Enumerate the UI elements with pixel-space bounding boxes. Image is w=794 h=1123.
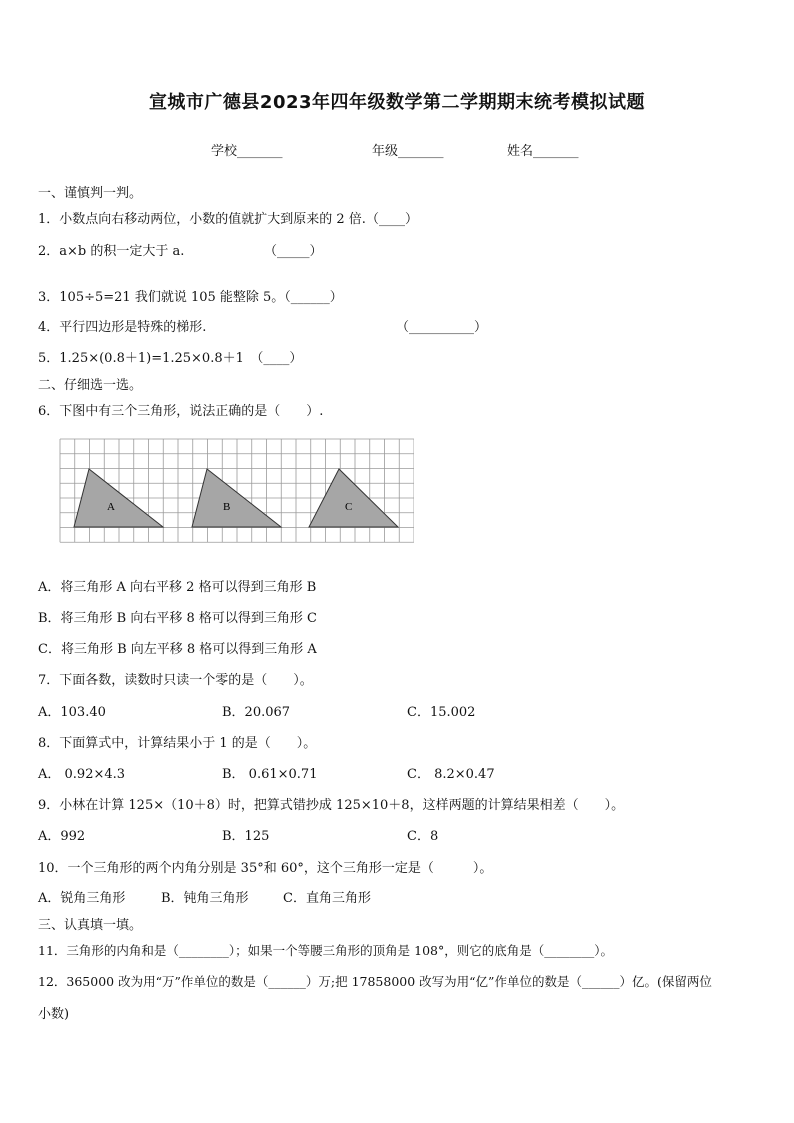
question-9: 9．小林在计算 125×（10＋8）时，把算式错抄成 125×10＋8，这样两题的计算结果相差（ ）。 — [38, 798, 625, 813]
question-12: 12．365000 改为用“万”作单位的数是（______）万;把 17858000 改写为用“亿”作单位的数是（______）亿。(保留两位 — [38, 974, 712, 989]
question-3: 3．105÷5=21 我们就说 105 能整除 5。（______） — [38, 290, 343, 305]
question-6-option-a: A．将三角形 A 向右平移 2 格可以得到三角形 B — [38, 580, 317, 595]
triangle-b-label: B — [223, 501, 231, 513]
question-8-option-a: A． 0.92×4.3 — [38, 767, 126, 782]
question-1: 1．小数点向右移动两位，小数的值就扩大到原来的 2 倍.（____） — [38, 212, 418, 227]
triangle-a-label: A — [107, 501, 115, 513]
page-title: 宣城市广德县2023年四年级数学第二学期期末统考模拟试题 — [148, 92, 646, 113]
question-6-option-b: B．将三角形 B 向右平移 8 格可以得到三角形 C — [38, 611, 317, 626]
question-6-option-c: C．将三角形 B 向左平移 8 格可以得到三角形 A — [38, 642, 317, 657]
question-9-option-c: C．8 — [407, 829, 439, 844]
question-2: 2．a×b 的积一定大于 a. — [38, 244, 185, 259]
grade-field: 年级_______ — [372, 144, 444, 159]
question-8: 8．下面算式中，计算结果小于 1 的是（ ）。 — [38, 736, 317, 751]
name-field: 姓名_______ — [507, 144, 579, 159]
question-12-continued: 小数) — [38, 1007, 70, 1022]
question-5: 5．1.25×(0.8＋1)=1.25×0.8＋1 （____） — [38, 351, 303, 366]
question-10-option-c: C．直角三角形 — [283, 891, 371, 906]
question-2-blank: （_____） — [264, 244, 323, 259]
triangle-grid-figure — [59, 438, 414, 548]
question-9-option-b: B．125 — [222, 829, 270, 844]
grid-svg — [59, 438, 414, 544]
section-3-heading: 三、认真填一填。 — [38, 918, 143, 933]
question-4-blank: （__________） — [396, 320, 488, 335]
question-10-option-b: B．钝角三角形 — [161, 891, 249, 906]
triangle-c-label: C — [345, 501, 353, 513]
question-7-option-a: A．103.40 — [38, 705, 106, 720]
question-11: 11．三角形的内角和是（________）；如果一个等腰三角形的顶角是 108°，则它的底角是（________）。 — [38, 943, 613, 958]
question-7: 7．下面各数，读数时只读一个零的是（ ）。 — [38, 673, 313, 688]
school-field: 学校_______ — [211, 144, 283, 159]
question-7-option-c: C．15.002 — [407, 705, 476, 720]
question-7-option-b: B．20.067 — [222, 705, 291, 720]
question-8-option-c: C． 8.2×0.47 — [407, 767, 495, 782]
section-1-heading: 一、谨慎判一判。 — [38, 186, 143, 201]
question-4: 4．平行四边形是特殊的梯形. — [38, 320, 207, 335]
question-8-option-b: B． 0.61×0.71 — [222, 767, 318, 782]
question-10: 10．一个三角形的两个内角分别是 35°和 60°，这个三角形一定是（ ）。 — [38, 861, 493, 876]
question-9-option-a: A．992 — [38, 829, 86, 844]
question-10-option-a: A．锐角三角形 — [38, 891, 126, 906]
question-6: 6．下图中有三个三角形，说法正确的是（ ）. — [38, 404, 324, 419]
section-2-heading: 二、仔细选一选。 — [38, 378, 143, 393]
